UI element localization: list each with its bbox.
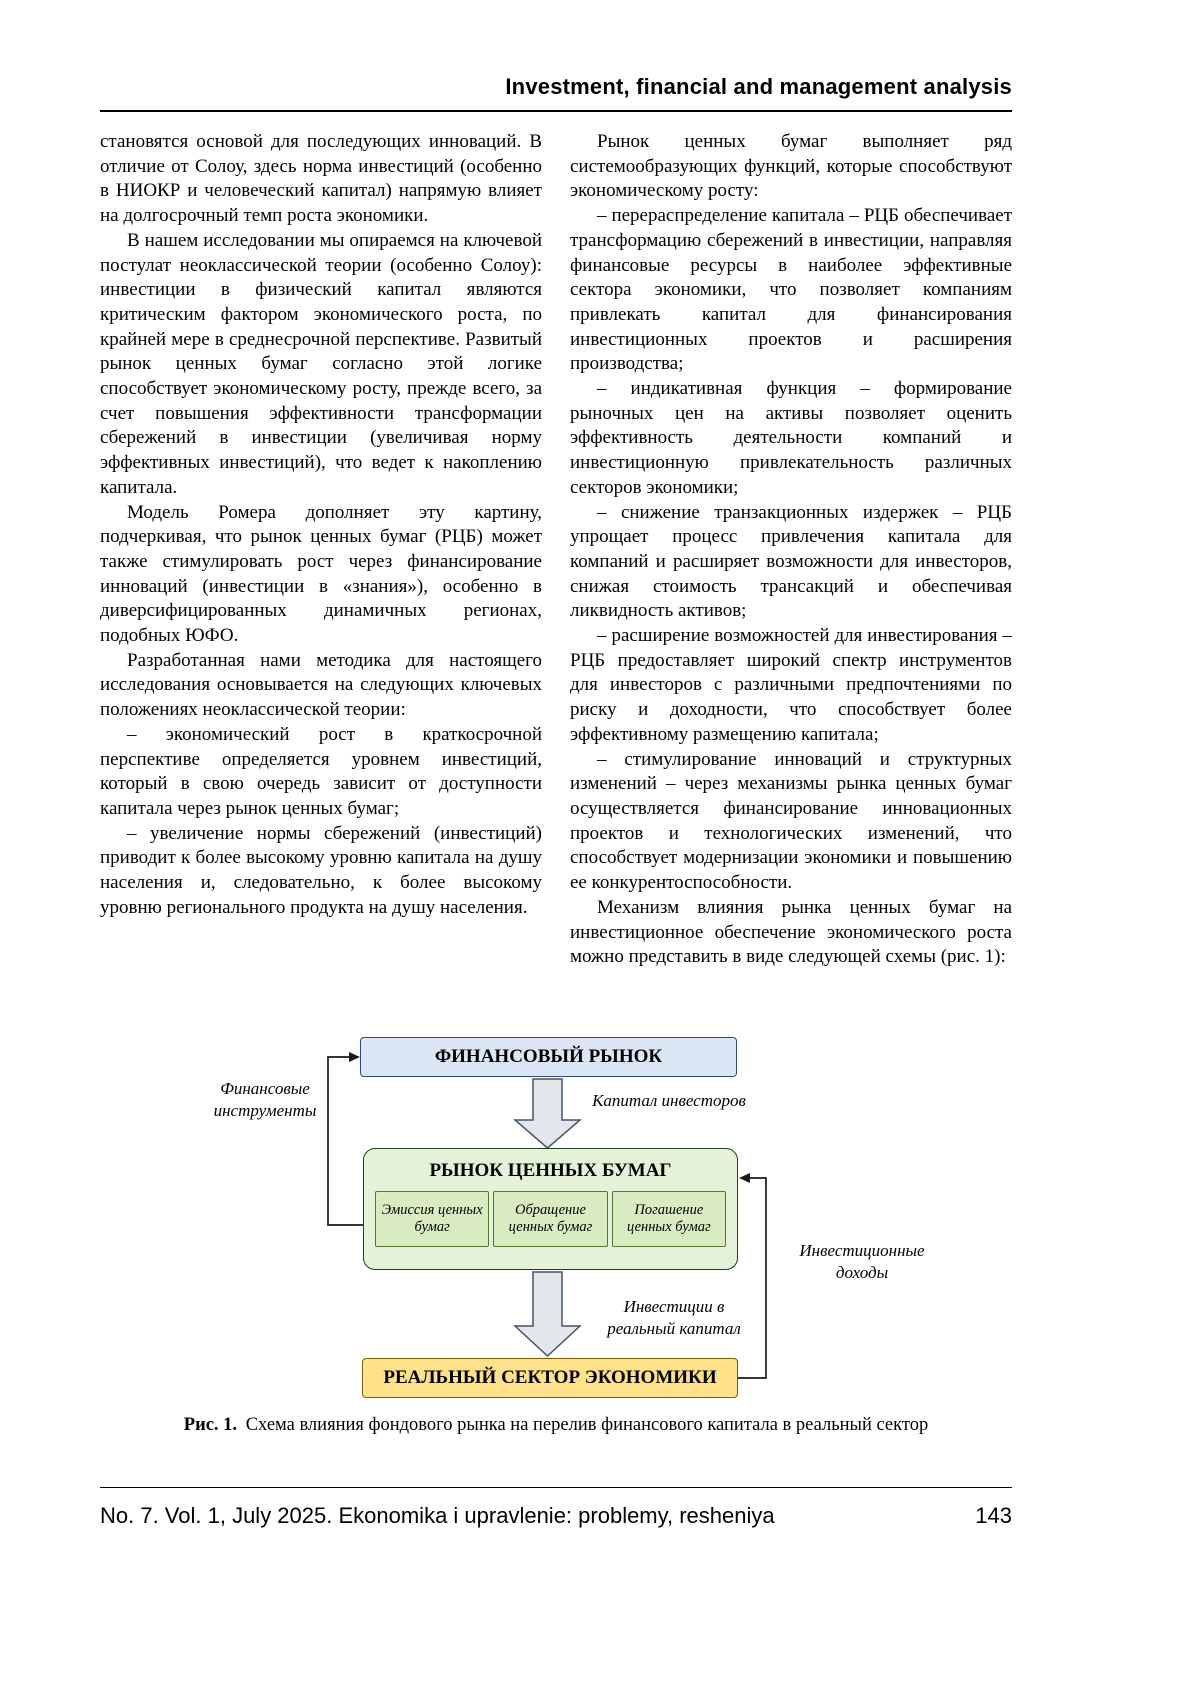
paragraph: Рынок ценных бумаг выполняет ряд системообразующих функций, которые способствуют экономическому росту: — [570, 131, 1012, 202]
real-sector-box — [362, 1358, 738, 1398]
running-title: Investment, financial and management analysis — [505, 74, 1012, 99]
paragraph: Модель Ромера дополняет эту картину, подчеркивая, что рынок ценных бумаг (РЦБ) может также стимулировать рост через финансирование инноваций (инвестиции в «знания»), особенно в диверсифицированных динамичных регионах, подобных ЮФО. — [100, 501, 542, 647]
investment-income-label: Инвестиционные доходы — [799, 1241, 925, 1282]
financial-market-label: ФИНАНСОВЫЙ РЫНОК — [434, 1046, 663, 1067]
list-item-paragraph: – индикативная функция – формирование рыночных цен на активы позволяет оценить эффективность деятельности компаний и инвестиционную привлекательность различных секторов экономики; — [570, 378, 1012, 498]
figure-caption — [100, 1413, 1012, 1437]
down-arrow-investment-icon — [515, 1272, 580, 1356]
real-capital-investment-label: Инвестиции в реальный капитал — [607, 1297, 741, 1338]
securities-stages-row — [364, 1191, 737, 1247]
real-sector-label: РЕАЛЬНЫЙ СЕКТОР ЭКОНОМИКИ — [383, 1367, 717, 1388]
figure-1-diagram — [100, 1035, 1012, 1407]
article-body — [100, 130, 1012, 970]
financial-market-box — [360, 1037, 737, 1077]
down-arrow-capital-icon — [515, 1079, 580, 1148]
investor-capital-label: Капитал инвесторов — [592, 1091, 746, 1110]
securities-market-label: РЫНОК ЦЕННЫХ БУМАГ — [429, 1160, 672, 1181]
right-column — [570, 130, 1012, 970]
left-column — [100, 130, 542, 970]
figure-caption-text: Схема влияния фондового рынка на перелив финансового капитала в реальный сектор — [245, 1415, 929, 1435]
figure-caption-label: Рис. 1. — [183, 1415, 238, 1435]
list-item-paragraph: – перераспределение капитала – РЦБ обеспечивает трансформацию сбережений в инвестиции, направляя финансовые ресурсы в наиболее эффективные сектора экономики, что позволяет компаниям привлекать капитал для финансирования инвестиционных проектов и расширения производства; — [570, 205, 1012, 375]
list-item-paragraph: – расширение возможностей для инвестирования – РЦБ предоставляет широкий спектр инструментов для инвесторов с различными предпочтениями по риску и доходности, что способствует более эффективному размещению капитала; — [570, 625, 1012, 745]
paragraph: становятся основой для последующих инноваций. В отличие от Солоу, здесь норма инвестиций (особенно в НИОКР и человеческий капитал) напрямую влияет на долгосрочный темп роста экономики. — [100, 131, 542, 227]
journal-issue-line: No. 7. Vol. 1, July 2025. Ekonomika i upravlenie: problemy, resheniya — [100, 1503, 775, 1528]
arrowhead-into-securities-market-icon — [739, 1173, 750, 1183]
paragraph: Механизм влияния рынка ценных бумаг на инвестиционное обеспечение экономического роста можно представить в виде следующей схемы (рис. 1): — [570, 896, 1012, 968]
connector-investment-income — [738, 1178, 766, 1378]
list-item-paragraph: – увеличение нормы сбережений (инвестиций) приводит к более высокому уровню капитала на душу населения и, следовательно, к более высокому уровню регионального продукта на душу населения. — [100, 822, 542, 918]
stage-issue-box: Эмиссия ценных бумаг — [375, 1191, 489, 1247]
header-rule — [100, 110, 1012, 112]
arrowhead-into-financial-market-icon — [349, 1052, 360, 1062]
financial-instruments-label: Финансовые инструменты — [213, 1079, 317, 1120]
page-footer — [100, 1503, 1012, 1529]
list-item-paragraph: – экономический рост в краткосрочной перспективе определяется уровнем инвестиций, который в свою очередь зависит от доступности капитала через рынок ценных бумаг; — [100, 723, 542, 819]
footer-rule — [100, 1487, 1012, 1488]
page-number: 143 — [975, 1503, 1012, 1528]
list-item-paragraph: – стимулирование инноваций и структурных изменений – через механизмы рынка ценных бумаг осуществляется финансирование инновационных проектов и технологических изменений, что способствует модернизации экономики и повышению ее конкурентоспособности. — [570, 748, 1012, 894]
securities-market-box — [363, 1148, 738, 1270]
paragraph: Разработанная нами методика для настоящего исследования основывается на следующих ключевых положениях неоклассической теории: — [100, 649, 542, 721]
stage-circulation-box: Обращение ценных бумаг — [493, 1191, 607, 1247]
stage-redemption-box: Погашение ценных бумаг — [612, 1191, 726, 1247]
list-item-paragraph: – снижение транзакционных издержек – РЦБ упрощает процесс привлечения капитала для компаний и расширяет возможности для инвесторов, снижая стоимость трансакций и обеспечивая ликвидность активов; — [570, 501, 1012, 622]
paragraph: В нашем исследовании мы опираемся на ключевой постулат неоклассической теории (особенно Солоу): инвестиции в физический капитал являются критическим фактором экономического роста, по крайней мере в среднесрочной перспективе. Развитый рынок ценных бумаг согласно этой логике способствует экономическому росту, прежде всего, за счет повышения эффективности трансформации сбережений в инвестиции (увеличивая норму эффективных инвестиций), что ведет к накоплению капитала. — [100, 229, 542, 498]
